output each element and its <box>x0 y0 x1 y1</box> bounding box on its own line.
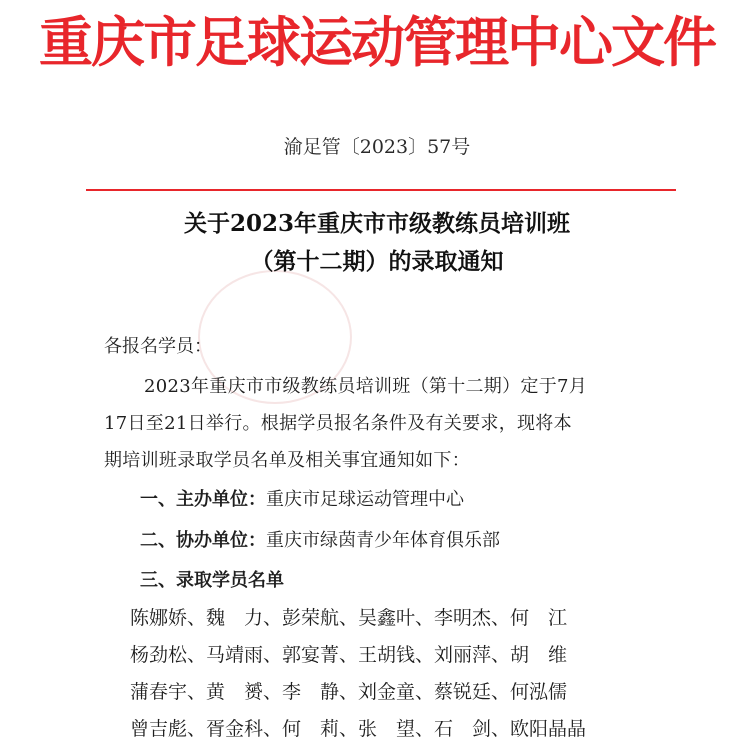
names-row: 曾吉彪、胥金科、何 莉、张 望、石 剑、欧阳晶晶 <box>130 718 587 740</box>
intro-paragraph <box>104 368 664 479</box>
item-organizer <box>140 485 464 511</box>
item-heading: 一、主办单位： <box>140 489 266 510</box>
names-row: 陈娜娇、魏 力、彭荣航、吴鑫叶、李明杰、何 江 <box>130 607 568 629</box>
masthead-title: 重庆市足球运动管理中心文件 <box>39 11 715 74</box>
names-row: 蒲春宇、黄 赟、李 静、刘金童、蔡锐廷、何泓儒 <box>130 681 568 703</box>
item-value: 重庆市足球运动管理中心 <box>266 489 464 510</box>
salutation: 各报名学员： <box>104 336 212 357</box>
notice-title-line-2: （第十二期）的录取通知 <box>250 248 504 275</box>
red-divider <box>86 189 676 191</box>
notice-title <box>0 205 754 281</box>
item-value: 重庆市绿茵青少年体育俱乐部 <box>266 530 500 551</box>
intro-line-1: 2023年重庆市市级教练员培训班（第十二期）定于7月 <box>144 376 588 397</box>
admitted-names-list <box>130 600 670 748</box>
document-number: 渝足管〔2023〕57号 <box>283 136 471 158</box>
item-admitted-list-heading <box>140 566 284 592</box>
item-heading: 三、录取学员名单 <box>140 570 284 591</box>
intro-line-3: 期培训班录取学员名单及相关事宜通知如下： <box>104 450 470 471</box>
item-heading: 二、协办单位： <box>140 530 266 551</box>
item-co-organizer <box>140 526 500 552</box>
names-row: 杨劲松、马靖雨、郭宴菁、王胡钱、刘丽萍、胡 维 <box>130 644 568 666</box>
intro-line-2: 17日至21日举行。根据学员报名条件及有关要求，现将本 <box>104 413 572 434</box>
notice-title-line-1: 关于2023年重庆市市级教练员培训班 <box>183 210 570 237</box>
